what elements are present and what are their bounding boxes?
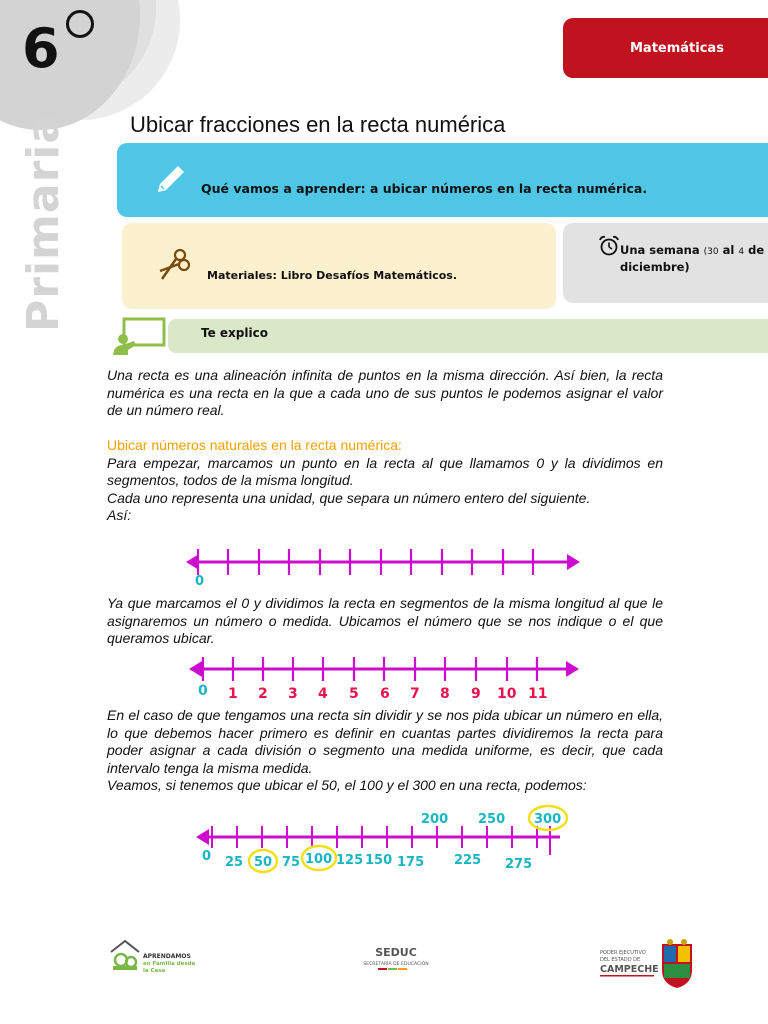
scissors-icon — [158, 247, 190, 283]
line1-label-0: 0 — [195, 574, 205, 589]
naturals-text-1: Para empezar, marcamos un punto en la recta al que llamamos 0 y la dividimos en segmentos, todos de la misma longitud. — [107, 454, 663, 488]
line2-label-0: 0 — [198, 683, 208, 699]
line2-label-7: 7 — [410, 686, 420, 702]
learn-box — [117, 143, 768, 217]
line3-label-0: 0 — [202, 849, 212, 864]
paragraph-naturals — [107, 437, 663, 525]
seduc-subtitle: SECRETARÍA DE EDUCACIÓN — [363, 962, 429, 967]
line2-label-1: 1 — [228, 686, 238, 702]
line3-label-150: 150 — [365, 853, 393, 868]
learn-text: Qué vamos a aprender: a ubicar números en la recta numérica. — [201, 181, 648, 196]
line3-label-100: 100 — [305, 852, 333, 867]
time-de: de — [748, 243, 765, 257]
line3-label-250: 250 — [478, 812, 506, 827]
explain-label: Te explico — [201, 326, 268, 340]
aprendamos-line3: la Casa — [143, 968, 166, 974]
line3-label-125: 125 — [336, 853, 364, 868]
level-text: Primaria — [18, 112, 69, 332]
number-line-2 — [185, 655, 590, 703]
level-vertical-label — [18, 112, 74, 340]
line3-label-300: 300 — [534, 812, 562, 827]
seduc-logo — [348, 943, 444, 973]
line2-label-6: 6 — [380, 686, 390, 702]
seduc-title: SEDUC — [375, 946, 417, 959]
campeche-line3: CAMPECHE — [600, 964, 659, 975]
line3-label-200: 200 — [421, 812, 449, 827]
line2-label-2: 2 — [258, 686, 268, 702]
number-line-3 — [190, 800, 580, 880]
time-text — [620, 243, 768, 275]
grade-ordinal-mark — [66, 10, 94, 38]
aprendamos-line1: APRENDAMOS — [143, 953, 191, 960]
line2-label-4: 4 — [318, 686, 328, 702]
alarm-clock-icon — [598, 235, 620, 257]
paragraph-undivided — [107, 707, 663, 795]
example-text: Veamos, si tenemos que ubicar el 50, el 100 y el 300 en una recta, podemos: — [107, 777, 587, 793]
teacher-board-icon — [110, 317, 168, 357]
naturals-text-2: Cada uno representa una unidad, que separa un número entero del siguiente. — [107, 489, 591, 506]
number-line-1 — [180, 545, 590, 590]
time-month: diciembre) — [620, 260, 690, 274]
naturals-text-3: Así: — [107, 507, 132, 523]
line2-label-3: 3 — [288, 686, 298, 702]
time-day: 4 — [738, 247, 745, 257]
line3-label-75: 75 — [282, 855, 301, 870]
line3-label-225: 225 — [454, 853, 482, 868]
line2-label-8: 8 — [440, 686, 450, 702]
line3-label-25: 25 — [225, 855, 244, 870]
campeche-logo — [598, 938, 698, 990]
page-title: Ubicar fracciones en la recta numérica — [130, 112, 506, 137]
paragraph-assign — [107, 595, 663, 648]
line3-label-50: 50 — [254, 855, 273, 870]
aprendamos-logo — [107, 938, 207, 974]
intro-text: Una recta es una alineación infinita de puntos en la misma dirección. Así bien, la recta numérica es una recta en la que a cada uno de sus puntos le podemos asignar el valor de un número real. — [107, 367, 663, 418]
time-range-start: (30 — [703, 247, 719, 257]
line2-label-11: 11 — [528, 686, 548, 702]
subject-tab — [563, 18, 768, 78]
campeche-shield-icon — [662, 939, 692, 988]
pencil-icon — [150, 160, 190, 200]
subheading-naturals: Ubicar números naturales en la recta numérica: — [107, 437, 402, 453]
subject-label: Matemáticas — [630, 40, 724, 56]
campeche-line2: DEL ESTADO DE — [600, 957, 641, 963]
time-al: al — [722, 243, 735, 257]
materials-text: Materiales: Libro Desafíos Matemáticos. — [207, 269, 458, 282]
line3-label-175: 175 — [397, 855, 425, 870]
line2-label-5: 5 — [349, 686, 359, 702]
campeche-line1: PODER EJECUTIVO — [600, 950, 646, 956]
line2-label-9: 9 — [471, 686, 481, 702]
time-prefix: Una semana — [620, 243, 700, 257]
grade-number: 6 — [22, 17, 60, 80]
assign-text: Ya que marcamos el 0 y dividimos la recta en segmentos de la misma longitud al que le asignaremos un número o medida. Ubicamos el número que se nos indique o el que queramos ubicar. — [107, 595, 663, 646]
paragraph-intro — [107, 367, 663, 420]
line2-label-10: 10 — [497, 686, 517, 702]
line3-label-275: 275 — [505, 857, 533, 872]
aprendamos-line2: en Familia desde — [143, 961, 196, 967]
undivided-text: En el caso de que tengamos una recta sin dividir y se nos pida ubicar un número en ella, lo que debemos hacer primero es definir en cuantas partes dividiremos la recta para poder asignar a cada división o segmento una medida uniforme, es decir, que cada intervalo tenga la misma medida. — [107, 707, 663, 776]
